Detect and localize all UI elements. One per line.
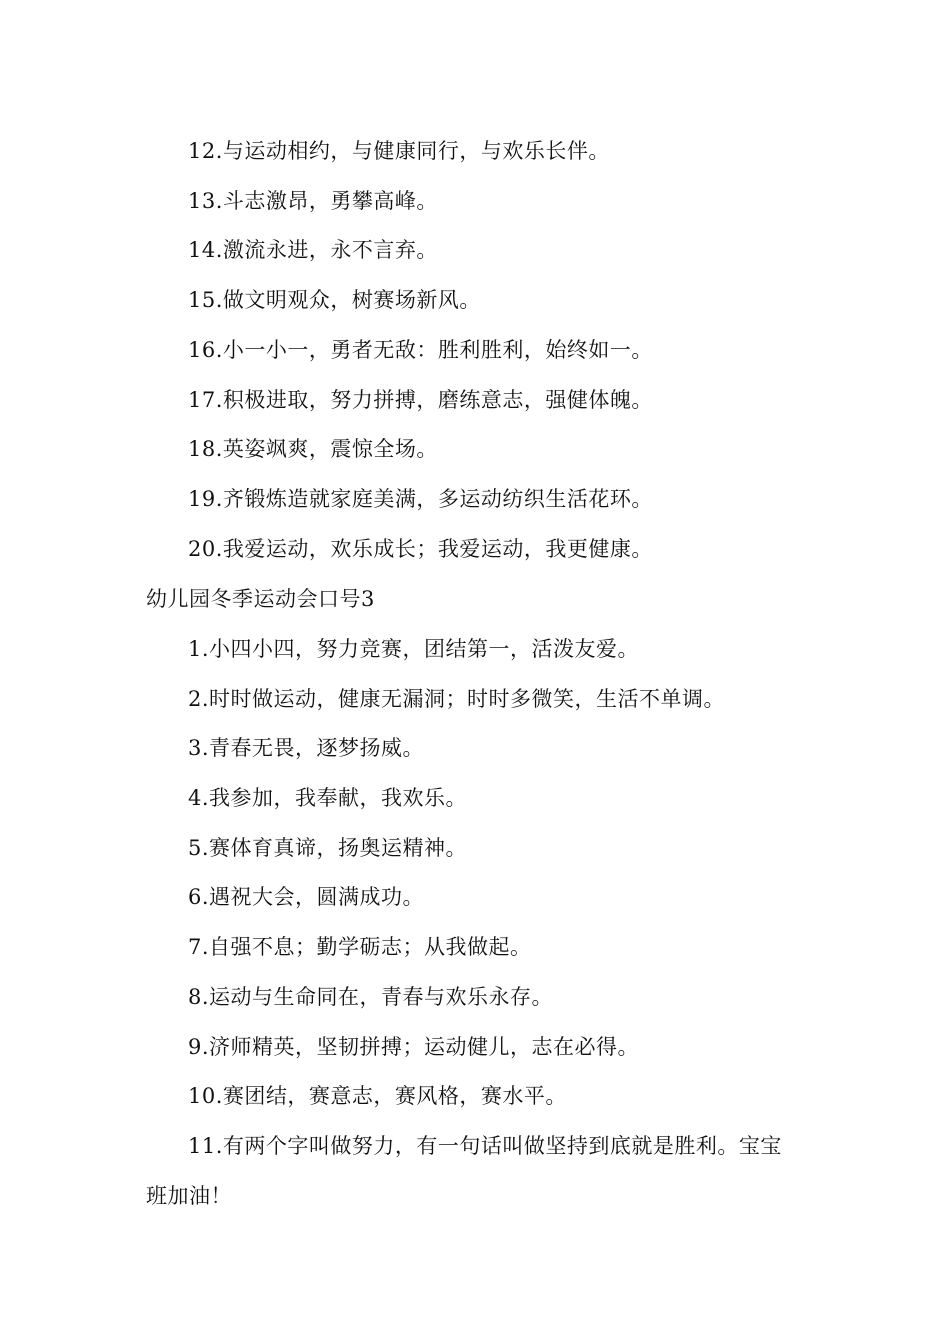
slogan-7: 7.自强不息；勤学砺志；从我做起。 [188,935,532,959]
slogan-17: 17.积极进取，努力拼搏，磨练意志，强健体魄。 [188,388,653,412]
section-heading: 幼儿园冬季运动会口号3 [146,587,375,611]
slogan-6: 6.遇祝大会，圆满成功。 [188,885,425,909]
slogan-11: 11.有两个字叫做努力，有一句话叫做坚持到底就是胜利。宝宝 [188,1134,782,1158]
slogan-11-continuation: 班加油！ [146,1184,232,1208]
slogan-2: 2.时时做运动，健康无漏洞；时时多微笑，生活不单调。 [188,687,726,711]
slogan-3: 3.青春无畏，逐梦扬威。 [188,736,425,760]
slogan-20: 20.我爱运动，欢乐成长；我爱运动，我更健康。 [188,537,653,561]
slogan-13: 13.斗志激昂，勇攀高峰。 [188,189,438,213]
slogan-14: 14.激流永进，永不言弃。 [188,238,438,262]
slogan-8: 8.运动与生命同在，青春与欢乐永存。 [188,985,554,1009]
slogan-12: 12.与运动相约，与健康同行，与欢乐长伴。 [188,139,610,163]
slogan-5: 5.赛体育真谛，扬奥运精神。 [188,836,468,860]
slogan-9: 9.济师精英，坚韧拼搏；运动健儿，志在必得。 [188,1035,640,1059]
slogan-15: 15.做文明观众，树赛场新风。 [188,288,481,312]
slogan-1: 1.小四小四，努力竞赛，团结第一，活泼友爱。 [188,637,640,661]
slogan-16: 16.小一小一，勇者无敌：胜利胜利，始终如一。 [188,338,653,362]
slogan-19: 19.齐锻炼造就家庭美满，多运动纺织生活花环。 [188,487,653,511]
slogan-4: 4.我参加，我奉献，我欢乐。 [188,786,468,810]
slogan-18: 18.英姿飒爽，震惊全场。 [188,437,438,461]
slogan-10: 10.赛团结，赛意志，赛风格，赛水平。 [188,1084,567,1108]
